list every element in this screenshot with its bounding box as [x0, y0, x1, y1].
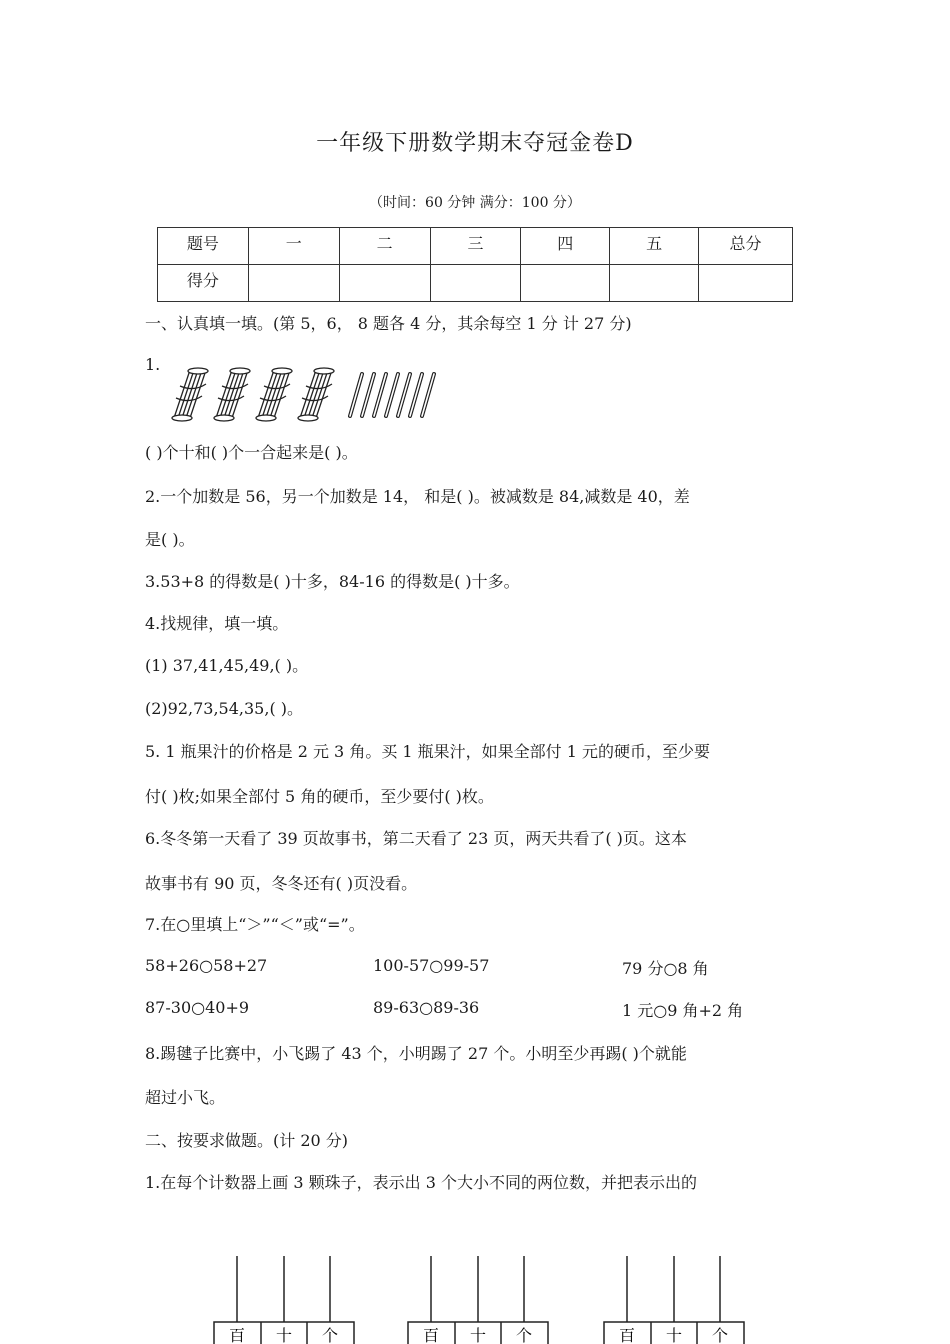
score-row-label: 得分: [158, 265, 249, 302]
abacus-label: 十: [665, 1326, 683, 1344]
score-cell: 五: [610, 228, 699, 265]
section2-heading: 二、按要求做题。(计 20 分): [145, 1131, 349, 1150]
abacus-label: 百: [228, 1326, 246, 1344]
abacus-label: 个: [711, 1326, 729, 1344]
score-blank-cell[interactable]: [248, 265, 339, 302]
q1-text: ( )个十和( )个一合起来是( )。: [145, 443, 358, 462]
q7-item: 1 元○9 角+2 角: [622, 1001, 744, 1020]
q4: 4.找规律，填一填。: [145, 614, 289, 633]
q7-item: 89-63○89-36: [373, 998, 480, 1017]
score-blank-cell[interactable]: [339, 265, 430, 302]
q8-line2: 超过小飞。: [145, 1088, 226, 1107]
score-blank-cell[interactable]: [430, 265, 521, 302]
score-cell: 三: [430, 228, 521, 265]
bundle-of-ten-icon: [256, 368, 292, 421]
q5-line2: 付( )枚;如果全部付 5 角的硬币，至少要付( )枚。: [145, 787, 494, 806]
score-cell: 一: [248, 228, 339, 265]
exam-info: （时间：60 分钟 满分：100 分）: [369, 195, 581, 211]
q4-1: (1) 37,41,45,49,( )。: [145, 656, 309, 675]
q4-2: (2)92,73,54,35,( )。: [145, 699, 304, 718]
q5-line1: 5. 1 瓶果汁的价格是 2 元 3 角。买 1 瓶果汁，如果全部付 1 元的硬币，至少要: [145, 742, 711, 761]
bundle-of-ten-icon: [298, 368, 334, 421]
score-cell: 二: [339, 228, 430, 265]
score-cell: 四: [521, 228, 610, 265]
score-blank-cell[interactable]: [521, 265, 610, 302]
abacus-1[interactable]: [210, 1254, 358, 1344]
abacus-2[interactable]: [404, 1254, 552, 1344]
abacus-3[interactable]: [600, 1254, 748, 1344]
abacus-label: 十: [469, 1326, 487, 1344]
abacus-label: 十: [275, 1326, 293, 1344]
abacus-label: 个: [321, 1326, 339, 1344]
bundle-of-ten-icon: [214, 368, 250, 421]
score-blank-cell[interactable]: [699, 265, 793, 302]
bundle-of-ten-icon: [172, 368, 208, 421]
score-blank-cell[interactable]: [610, 265, 699, 302]
q8-line1: 8.踢毽子比赛中，小飞踢了 43 个，小明踢了 27 个。小明至少再踢( )个就能: [145, 1044, 687, 1063]
abacus-label: 个: [515, 1326, 533, 1344]
q6-line1: 6.冬冬第一天看了 39 页故事书，第二天看了 23 页，两天共看了( )页。这本: [145, 829, 687, 848]
q1-label: 1.: [145, 355, 161, 374]
q7-item: 100-57○99-57: [373, 956, 490, 975]
score-table-score-row: [158, 265, 793, 302]
q7-item: 58+26○58+27: [145, 956, 268, 975]
q2-line2: 是( )。: [145, 530, 195, 549]
q2-line1: 2.一个加数是 56，另一个加数是 14， 和是( )。被减数是 84,减数是 40，差: [145, 487, 690, 506]
q3: 3.53+8 的得数是( )十多，84-16 的得数是( )十多。: [145, 572, 520, 591]
score-table: [157, 227, 793, 302]
abacus-label: 百: [422, 1326, 440, 1344]
q7: 7.在○里填上“＞”“＜”或“=”。: [145, 915, 365, 934]
q7-item: 79 分○8 角: [622, 959, 709, 978]
q6-line2: 故事书有 90 页，冬冬还有( )页没看。: [145, 874, 418, 893]
section2-q1: 1.在每个计数器上画 3 颗珠子，表示出 3 个大小不同的两位数，并把表示出的: [145, 1173, 697, 1192]
section1-heading: 一、认真填一填。(第 5，6， 8 题各 4 分，其余每空 1 分 计 27 分): [145, 314, 632, 333]
stick-bundles-illustration: [160, 364, 470, 424]
page-title: 一年级下册数学期末夺冠金卷D: [316, 131, 634, 156]
score-cell: 总分: [699, 228, 793, 265]
abacus-label: 百: [618, 1326, 636, 1344]
score-cell: 题号: [158, 228, 249, 265]
score-table-header-row: [158, 228, 793, 265]
q7-item: 87-30○40+9: [145, 998, 250, 1017]
